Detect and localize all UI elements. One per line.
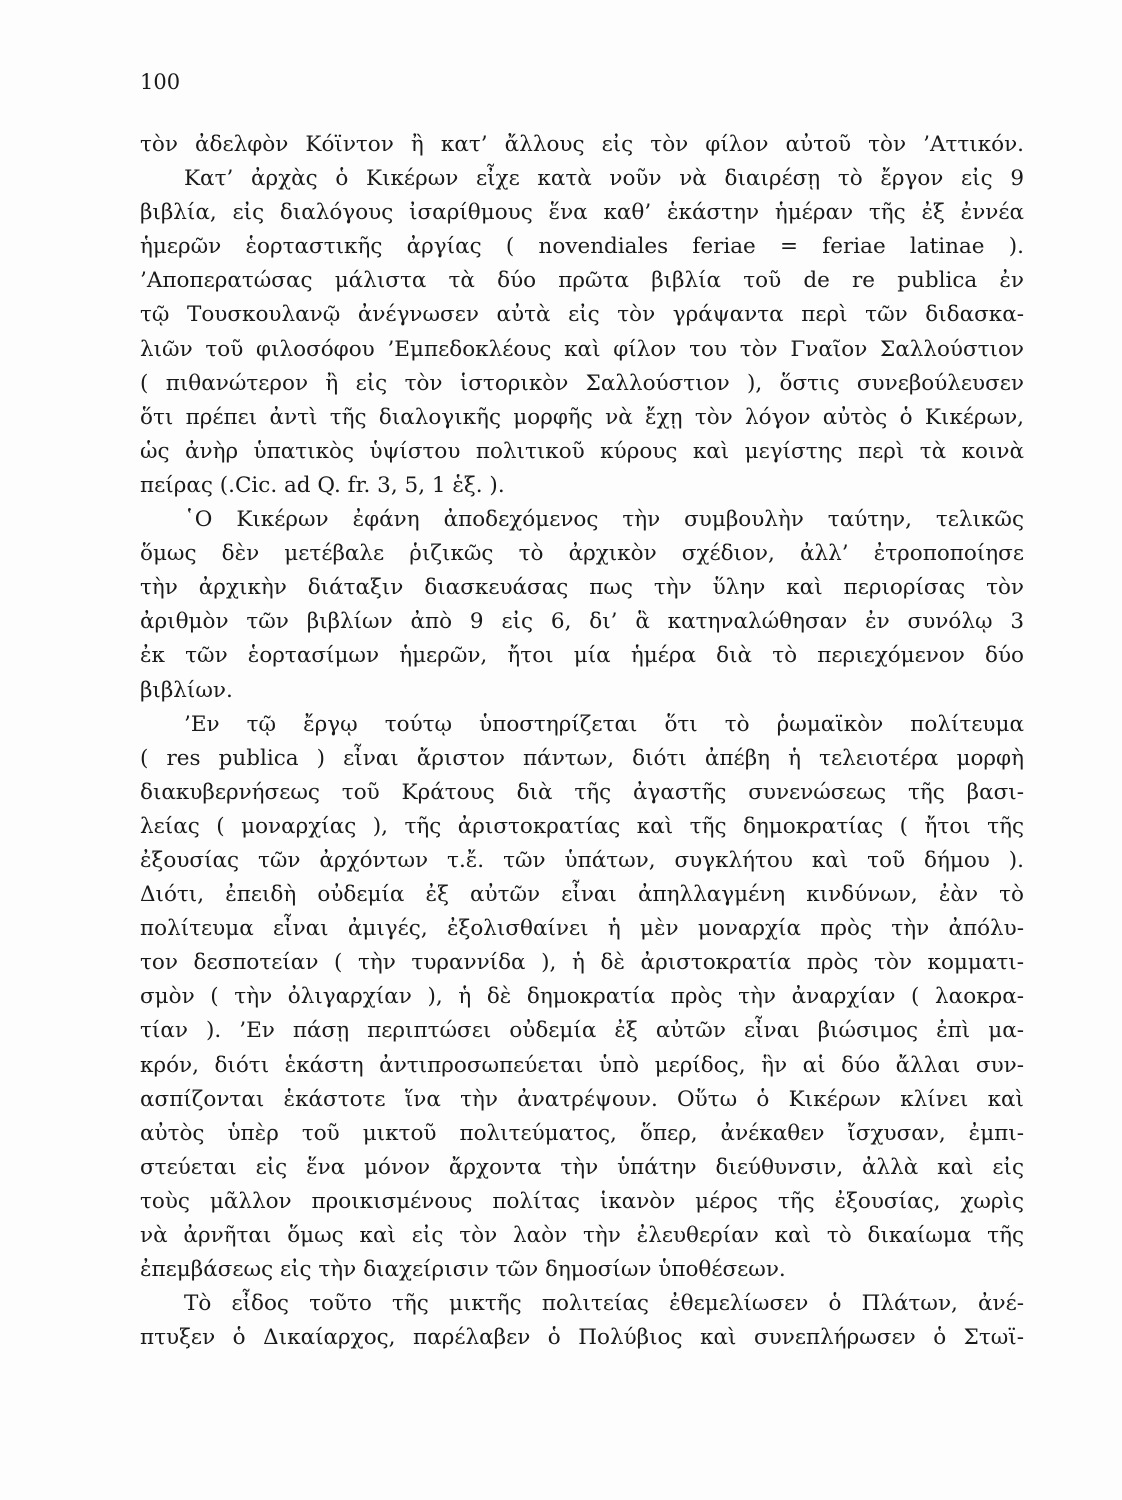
text-line: λείας ( μοναρχίας ), τῆς ἀριστοκρατίας καὶ τῆς δημοκρατίας ( ἤτοι τῆς <box>140 813 1024 839</box>
text-line: ( res publica ) εἶναι ἄριστον πάντων, διότι ἀπέβη ἡ τελειοτέρα μορφὴ <box>140 745 1024 771</box>
text-line: βιβλίων. <box>140 677 233 703</box>
text-line: πείρας (.Cic. ad Q. fr. 3, 5, 1 ἑξ. ). <box>140 472 505 498</box>
text-line: ( πιθανώτερον ἢ εἰς τὸν ἱστορικὸν Σαλλούστιον ), ὅστις συνεβούλευσεν <box>140 370 1024 396</box>
text-line: ἀριθμὸν τῶν βιβλίων ἀπὸ 9 εἰς 6, δι’ ἃ κατηναλώθησαν ἐν συνόλῳ 3 <box>140 609 1024 635</box>
text-line: ’Εν τῷ ἔργῳ τούτῳ ὑποστηρίζεται ὅτι τὸ ῥωμαϊκὸν πολίτευμα <box>184 711 1024 737</box>
text-line: ὅτι πρέπει ἀντὶ τῆς διαλογικῆς μορφῆς νὰ ἔχῃ τὸν λόγον αὐτὸς ὁ Κικέρων, <box>140 404 1024 430</box>
text-line: στεύεται εἰς ἕνα μόνον ἄρχοντα τὴν ὑπάτην διεύθυνσιν, ἀλλὰ καὶ εἰς <box>140 1154 1024 1180</box>
text-line: κρόν, διότι ἑκάστη ἀντιπροσωπεύεται ὑπὸ μερίδος, ἣν αἱ δύο ἄλλαι συν- <box>140 1052 1024 1078</box>
page-number: 100 <box>140 70 181 94</box>
text-line: τίαν ). ’Εν πάσῃ περιπτώσει οὐδεμία ἐξ αὐτῶν εἶναι βιώσιμος ἐπὶ μα- <box>140 1018 1024 1044</box>
text-line: ὅμως δὲν μετέβαλε ῥιζικῶς τὸ ἀρχικὸν σχέδιον, ἀλλ’ ἐτροποποίησε <box>140 541 1024 567</box>
text-line: διακυβερνήσεως τοῦ Κράτους διὰ τῆς ἀγαστῆς συνενώσεως τῆς βασι- <box>140 779 1024 805</box>
text-line: ασπίζονται ἑκάστοτε ἵνα τὴν ἀνατρέψουν. Οὕτω ὁ Κικέρων κλίνει καὶ <box>140 1086 1024 1112</box>
text-line: λιῶν τοῦ φιλοσόφου ’Εμπεδοκλέους καὶ φίλον του τὸν Γναῖον Σαλλούστιον <box>140 336 1024 362</box>
text-line: σμὸν ( τὴν ὀλιγαρχίαν ), ἡ δὲ δημοκρατία πρὸς τὴν ἀναρχίαν ( λαοκρα- <box>140 984 1024 1010</box>
text-line: τὸν ἀδελφὸν Κόϊντον ἢ κατ’ ἄλλους εἰς τὸν φίλον αὐτοῦ τὸν ’Αττικόν. <box>140 132 1024 157</box>
text-line: ἐξουσίας τῶν ἀρχόντων τ.ἔ. τῶν ὑπάτων, συγκλήτου καὶ τοῦ δήμου ). <box>140 847 1024 873</box>
text-line: νὰ ἀρνῆται ὅμως καὶ εἰς τὸν λαὸν τὴν ἐλευθερίαν καὶ τὸ δικαίωμα τῆς <box>140 1223 1024 1248</box>
text-line: ’Αποπερατώσας μάλιστα τὰ δύο πρῶτα βιβλία τοῦ de re publica ἐν <box>140 268 1024 294</box>
text-line: ἐκ τῶν ἑορτασίμων ἡμερῶν, ἤτοι μία ἡμέρα διὰ τὸ περιεχόμενον δύο <box>140 643 1024 669</box>
text-line: τοὺς μᾶλλον προικισμένους πολίτας ἱκανὸν μέρος τῆς ἐξουσίας, χωρὶς <box>140 1188 1024 1214</box>
text-line: αὐτὸς ὑπὲρ τοῦ μικτοῦ πολιτεύματος, ὅπερ, ἀνέκαθεν ἴσχυσαν, ἐμπι- <box>140 1120 1024 1146</box>
text-line: πτυξεν ὁ Δικαίαρχος, παρέλαβεν ὁ Πολύβιος καὶ συνεπλήρωσεν ὁ Στωϊ- <box>140 1325 1024 1351</box>
text-line: ἡμερῶν ἑορταστικῆς ἀργίας ( novendiales feriae = feriae latinae ). <box>140 234 1024 260</box>
text-line: Διότι, ἐπειδὴ οὐδεμία ἐξ αὐτῶν εἶναι ἀπηλλαγμένη κινδύνων, ἐὰν τὸ <box>140 882 1024 908</box>
text-line: τῷ Τουσκουλανῷ ἀνέγνωσεν αὐτὰ εἰς τὸν γράψαντα περὶ τῶν διδασκα- <box>140 302 1024 328</box>
text-line: τὴν ἀρχικὴν διάταξιν διασκευάσας πως τὴν ὕλην καὶ περιορίσας τὸν <box>140 575 1024 601</box>
text-line: Τὸ εἶδος τοῦτο τῆς μικτῆς πολιτείας ἐθεμελίωσεν ὁ Πλάτων, ἀνέ- <box>184 1291 1024 1317</box>
text-line: ὡς ἀνὴρ ὑπατικὸς ὑψίστου πολιτικοῦ κύρους καὶ μεγίστης περὶ τὰ κοινὰ <box>140 438 1024 464</box>
text-line: πολίτευμα εἶναι ἀμιγές, ἐξολισθαίνει ἡ μὲν μοναρχία πρὸς τὴν ἀπόλυ- <box>140 916 1024 942</box>
body-text <box>140 128 1024 1355</box>
text-line: τον δεσποτείαν ( τὴν τυραννίδα ), ἡ δὲ ἀριστοκρατία πρὸς τὸν κομματι- <box>140 950 1024 976</box>
text-line: ἐπεμβάσεως εἰς τὴν διαχείρισιν τῶν δημοσίων ὑποθέσεων. <box>140 1257 786 1283</box>
text-line: Κατ’ ἀρχὰς ὁ Κικέρων εἶχε κατὰ νοῦν νὰ διαιρέσῃ τὸ ἔργον εἰς 9 <box>184 166 1024 192</box>
text-line: ῾Ο Κικέρων ἐφάνη ἀποδεχόμενος τὴν συμβουλὴν ταύτην, τελικῶς <box>184 507 1024 533</box>
text-line: βιβλία, εἰς διαλόγους ἰσαρίθμους ἕνα καθ’ ἑκάστην ἡμέραν τῆς ἐξ ἐννέα <box>140 200 1024 226</box>
